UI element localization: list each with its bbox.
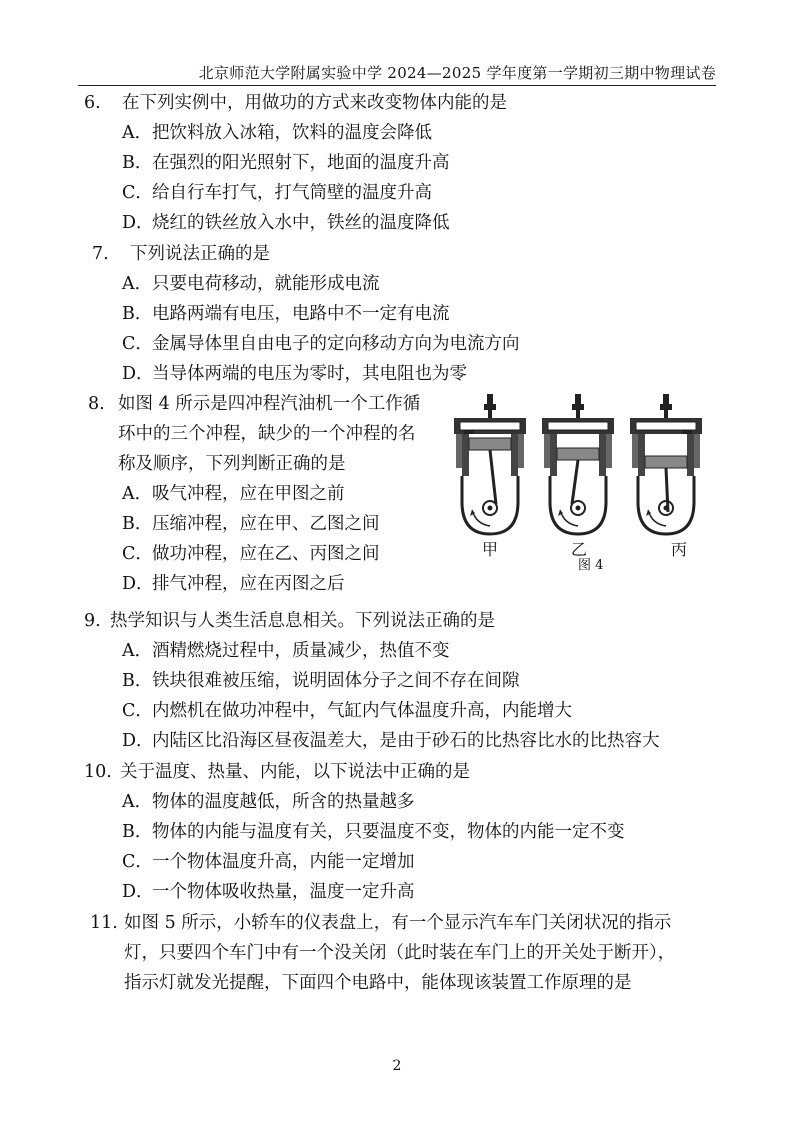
question-7-stem xyxy=(92,239,270,269)
option-letter: B． xyxy=(122,671,153,691)
option-text: 电路两端有电压，电路中不一定有电流 xyxy=(152,304,450,324)
option-letter: B． xyxy=(122,822,153,842)
option-letter: D． xyxy=(122,882,154,902)
question-11-stem-line-2 xyxy=(124,938,675,968)
option-letter: C． xyxy=(122,852,153,872)
header-rule xyxy=(78,85,716,86)
option-10d xyxy=(122,877,415,907)
figure-4 xyxy=(450,392,705,572)
question-number: 11. xyxy=(90,913,118,933)
question-text: 下列说法正确的是 xyxy=(130,244,270,264)
option-text: 把饮料放入冰箱，饮料的温度会降低 xyxy=(152,123,432,143)
option-letter: D． xyxy=(122,574,154,594)
option-text: 内燃机在做功冲程中，气缸内气体温度升高，内能增大 xyxy=(152,701,572,721)
option-6a xyxy=(122,118,432,148)
option-text: 物体的内能与温度有关，只要温度不变，物体的内能一定不变 xyxy=(152,822,625,842)
question-text: 热学知识与人类生活息息相关。下列说法正确的是 xyxy=(110,611,495,631)
option-10b xyxy=(122,817,625,847)
option-6b xyxy=(122,148,450,178)
page-header: 北京师范大学附属实验中学 2024—2025 学年度第一学期初三期中物理试卷 xyxy=(198,64,716,82)
option-6c xyxy=(122,178,432,208)
option-text: 金属导体里自由电子的定向移动方向为电流方向 xyxy=(152,334,520,354)
question-text: 如图 5 所示，小轿车的仪表盘上，有一个显示汽车车门关闭状况的指示 xyxy=(124,913,672,933)
option-letter: C． xyxy=(122,183,153,203)
page-number: 2 xyxy=(392,1058,402,1074)
question-number: 7. xyxy=(92,244,109,264)
option-letter: C． xyxy=(122,334,153,354)
option-7c xyxy=(122,329,520,359)
option-text: 压缩冲程，应在甲、乙图之间 xyxy=(152,514,380,534)
option-letter: A． xyxy=(122,641,153,661)
figure-label-jia: 甲 xyxy=(482,540,499,559)
question-number: 8. xyxy=(88,394,105,414)
option-6d xyxy=(122,208,450,238)
option-letter: B． xyxy=(122,153,153,173)
question-8-stem-line-1 xyxy=(88,389,420,419)
question-11-stem-line-3 xyxy=(124,968,632,998)
option-9c xyxy=(122,696,572,726)
option-text: 一个物体吸收热量，温度一定升高 xyxy=(152,882,415,902)
option-letter: A． xyxy=(122,484,153,504)
question-text: 指示灯就发光提醒，下面四个电路中，能体现该装置工作原理的是 xyxy=(124,973,632,993)
option-8a xyxy=(122,479,345,509)
option-letter: D． xyxy=(122,731,154,751)
option-text: 吸气冲程，应在甲图之前 xyxy=(152,484,345,504)
question-9-stem xyxy=(84,606,495,636)
option-text: 给自行车打气，打气筒壁的温度升高 xyxy=(152,183,432,203)
question-text: 灯，只要四个车门中有一个没关闭（此时装在车门上的开关处于断开）， xyxy=(124,943,676,963)
question-10-stem xyxy=(84,757,470,787)
option-text: 当导体两端的电压为零时，其电阻也为零 xyxy=(152,364,467,384)
question-text: 如图 4 所示是四冲程汽油机一个工作循 xyxy=(118,394,421,414)
question-8-stem-line-2 xyxy=(118,419,416,449)
option-9d xyxy=(122,726,660,756)
question-8-stem-line-3 xyxy=(118,449,346,479)
option-8b xyxy=(122,509,380,539)
figure-label-bing: 丙 xyxy=(671,540,688,559)
option-text: 物体的温度越低，所含的热量越多 xyxy=(152,792,415,812)
option-8d xyxy=(122,569,345,599)
option-letter: B． xyxy=(122,514,153,534)
question-text: 关于温度、热量、内能，以下说法中正确的是 xyxy=(120,762,470,782)
question-11-stem-line-1 xyxy=(90,908,671,938)
option-letter: C． xyxy=(122,544,153,564)
option-9a xyxy=(122,636,450,666)
option-letter: A． xyxy=(122,274,153,294)
option-7d xyxy=(122,359,467,389)
option-text: 在强烈的阳光照射下，地面的温度升高 xyxy=(152,153,450,173)
option-10c xyxy=(122,847,415,877)
option-text: 酒精燃烧过程中，质量减少，热值不变 xyxy=(152,641,450,661)
option-letter: B． xyxy=(122,304,153,324)
question-text: 称及顺序，下列判断正确的是 xyxy=(118,454,346,474)
option-letter: A． xyxy=(122,792,153,812)
engine-strokes-illustration xyxy=(450,392,705,542)
question-text: 环中的三个冲程，缺少的一个冲程的名 xyxy=(118,424,416,444)
option-7b xyxy=(122,299,450,329)
option-7a xyxy=(122,269,380,299)
option-text: 排气冲程，应在丙图之后 xyxy=(152,574,345,594)
question-number: 9. xyxy=(84,611,101,631)
option-9b xyxy=(122,666,520,696)
option-text: 做功冲程，应在乙、丙图之间 xyxy=(152,544,380,564)
option-text: 内陆区比沿海区昼夜温差大，是由于砂石的比热容比水的比热容大 xyxy=(152,731,660,751)
option-text: 只要电荷移动，就能形成电流 xyxy=(152,274,380,294)
option-8c xyxy=(122,539,380,569)
option-10a xyxy=(122,787,415,817)
question-number: 10. xyxy=(84,762,112,782)
question-6-stem xyxy=(84,88,507,118)
option-letter: D． xyxy=(122,213,154,233)
option-text: 铁块很难被压缩，说明固体分子之间不存在间隙 xyxy=(152,671,520,691)
option-letter: D． xyxy=(122,364,154,384)
figure-caption: 图 4 xyxy=(578,558,604,573)
option-letter: C． xyxy=(122,701,153,721)
question-text: 在下列实例中，用做功的方式来改变物体内能的是 xyxy=(122,93,507,113)
option-text: 一个物体温度升高，内能一定增加 xyxy=(152,852,415,872)
figure-label-yi: 乙 xyxy=(571,540,588,559)
question-number: 6. xyxy=(84,93,101,113)
option-letter: A． xyxy=(122,123,153,143)
option-text: 烧红的铁丝放入水中，铁丝的温度降低 xyxy=(152,213,450,233)
